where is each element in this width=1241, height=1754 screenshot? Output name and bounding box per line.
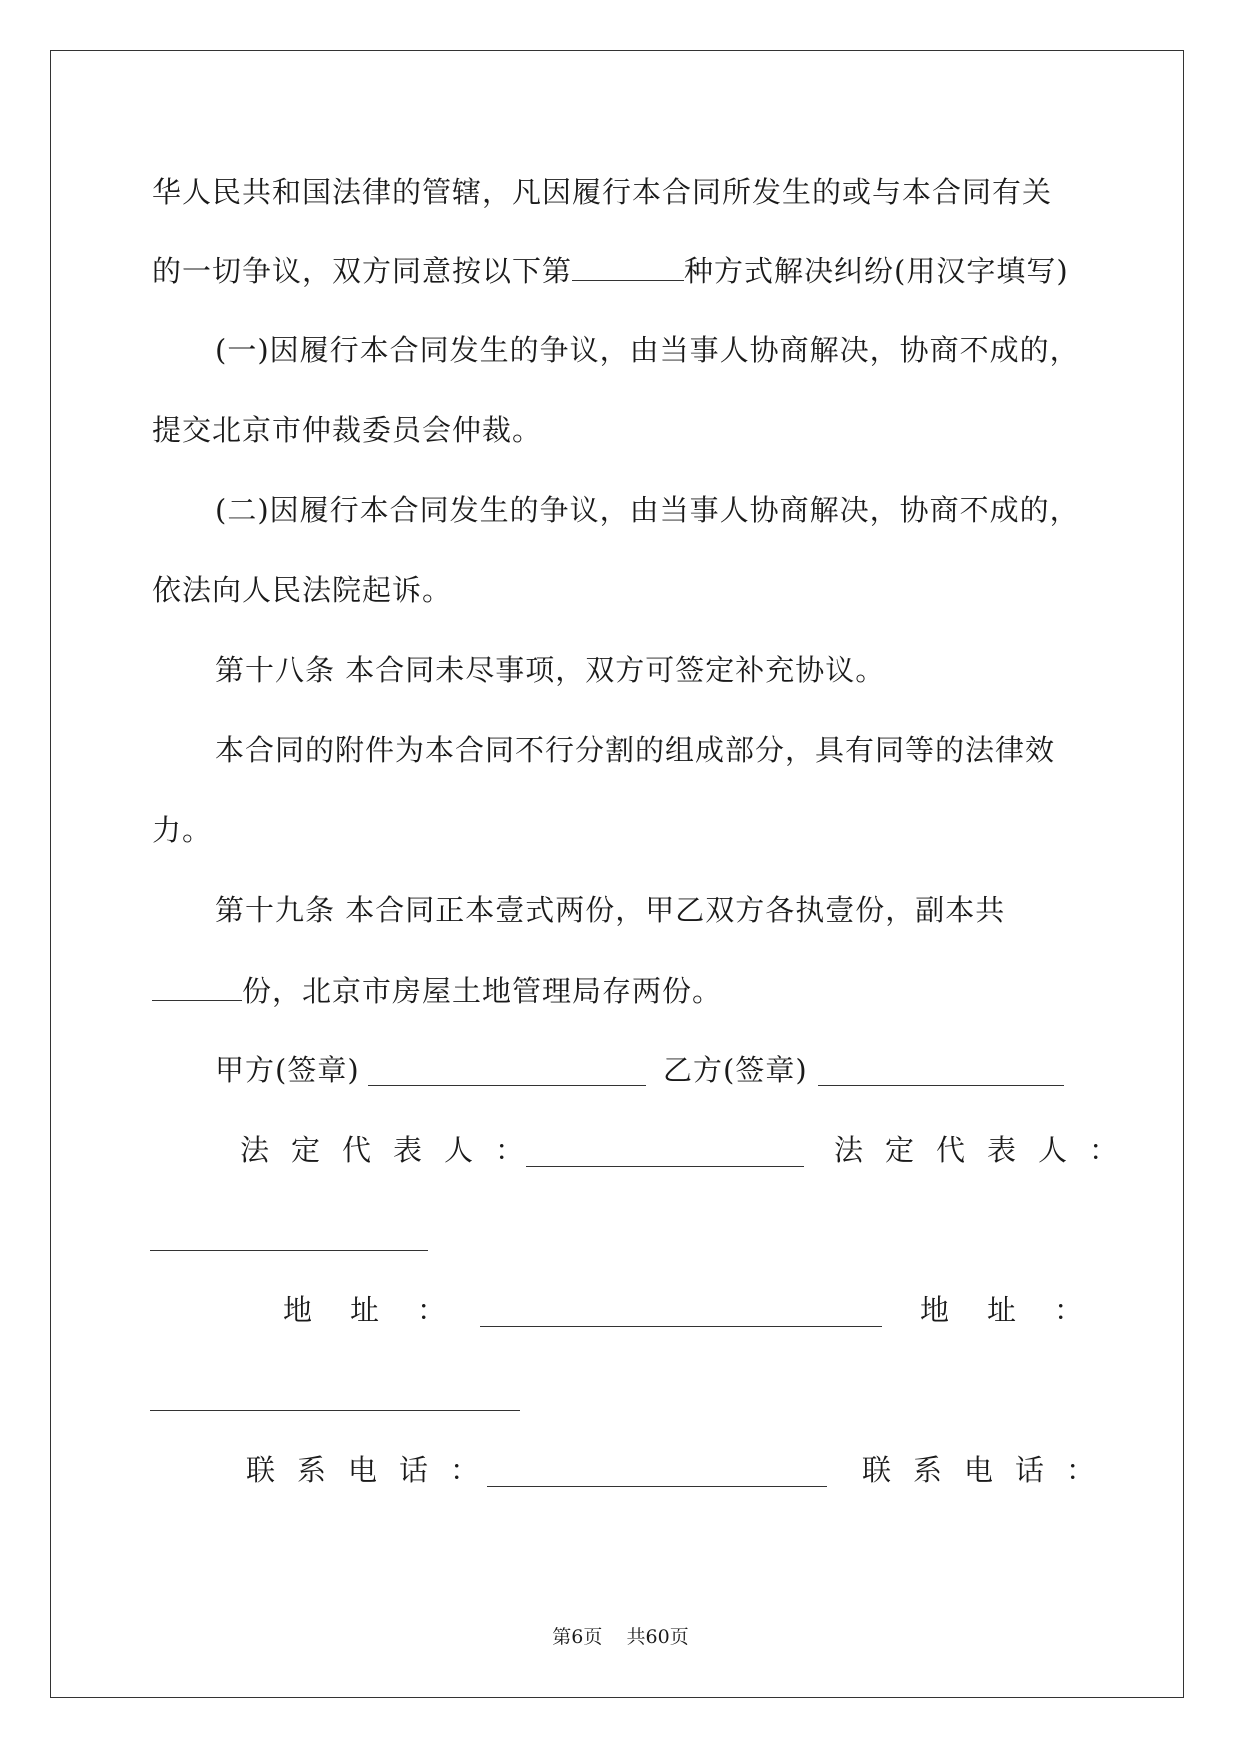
footer-suffix: 页: [669, 1626, 689, 1648]
page-footer: [0, 1622, 1241, 1649]
phone-a-text: 联系电话：: [246, 1453, 502, 1487]
article-18: 第十八条 本合同未尽事项，双方可签定补充协议。: [215, 653, 886, 687]
clause-1-line-2: 提交北京市仲裁委员会仲裁。: [152, 413, 543, 447]
party-b-sign-label: 乙方(签章): [663, 1053, 808, 1087]
clause-2-line-2: 依法向人民法院起诉。: [152, 573, 453, 607]
address-b-label: [920, 1290, 1121, 1330]
legal-rep-b-label: [834, 1130, 1140, 1170]
footer-page-total: 60: [645, 1626, 670, 1648]
legal-rep-a-label: [240, 1130, 546, 1170]
copies-blank[interactable]: [152, 970, 242, 1001]
address-a-text: 地址：: [283, 1293, 485, 1327]
party-a-sign-line[interactable]: [368, 1085, 646, 1086]
legal-rep-b-line[interactable]: [150, 1250, 428, 1251]
address-a-label: [283, 1290, 484, 1330]
body-line-1: 华人民共和国法律的管辖，凡因履行本合同所发生的或与本合同有关: [152, 175, 1053, 209]
clause-2-line-1: (二)因履行本合同发生的争议，由当事人协商解决，协商不成的，: [215, 493, 1080, 527]
method-blank[interactable]: [572, 250, 684, 281]
body-line-2-start: 的一切争议，双方同意按以下第: [152, 254, 573, 288]
body-line-2: [152, 250, 1069, 291]
footer-prefix: 第: [552, 1626, 572, 1648]
address-b-line[interactable]: [150, 1410, 520, 1411]
phone-a-line[interactable]: [487, 1486, 827, 1487]
body-line-2-end: 种方式解决纠纷(用汉字填写): [684, 254, 1069, 288]
article-19-line-2-text: 份，北京市房屋土地管理局存两份。: [242, 974, 723, 1008]
legal-rep-b-text: 法定代表人：: [834, 1133, 1141, 1167]
clause-1-line-1: (一)因履行本合同发生的争议，由当事人协商解决，协商不成的，: [215, 333, 1080, 367]
footer-middle: 页 共: [583, 1626, 646, 1648]
phone-b-text: 联系电话：: [862, 1453, 1118, 1487]
party-a-sign-label: 甲方(签章): [215, 1053, 360, 1087]
footer-page-number: 6: [571, 1626, 584, 1648]
phone-b-label: [862, 1450, 1117, 1490]
legal-rep-a-line[interactable]: [526, 1166, 804, 1167]
article-19-line-2: [152, 970, 722, 1011]
annex-line-2: 力。: [152, 813, 213, 847]
legal-rep-a-text: 法定代表人：: [240, 1133, 547, 1167]
annex-line-1: 本合同的附件为本合同不行分割的组成部分，具有同等的法律效: [215, 733, 1056, 767]
address-b-text: 地址：: [920, 1293, 1122, 1327]
phone-a-label: [246, 1450, 501, 1490]
address-a-line[interactable]: [480, 1326, 882, 1327]
party-b-sign-line[interactable]: [818, 1085, 1064, 1086]
article-19-line-1: 第十九条 本合同正本壹式两份，甲乙双方各执壹份，副本共: [215, 893, 1006, 927]
